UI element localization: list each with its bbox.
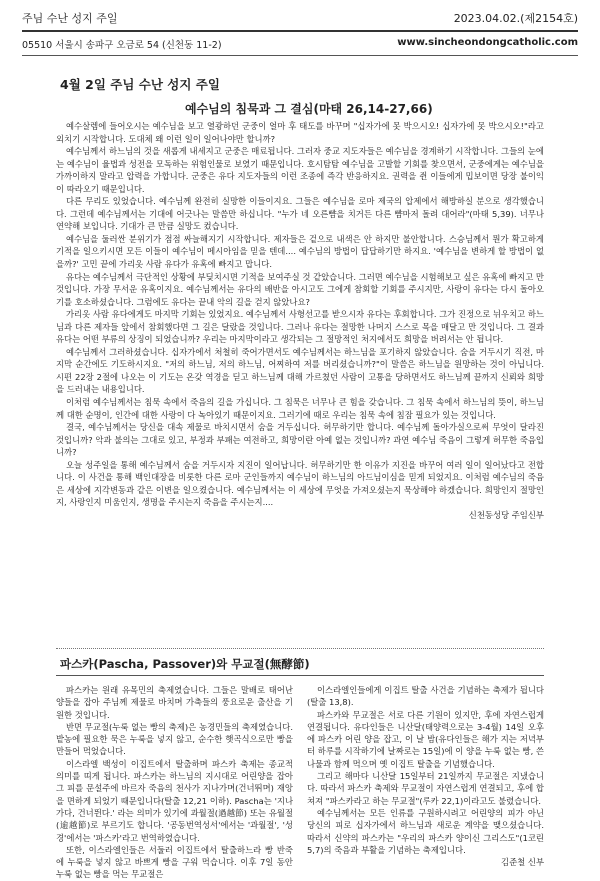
article-paragraph: 또한, 이스라엘인들은 서둘러 이집트에서 탈출하느라 빵 반죽에 누룩을 넣지 않고 바쁘게 빵을 구워 먹습니다. 이후 7일 동안 누룩 없는 빵을 먹는 무교절은 <box>56 844 293 880</box>
header-divider <box>22 30 578 32</box>
homily-paragraph: 유다는 예수님께서 극단적인 상황에 부딪치시면 기적을 보여주실 것 같았습니다. 그러면 예수님을 시험해보고 싶은 유혹에 빠지고 만 것입니다. 가장 무서운 유혹이지요. 예수님께서는 유다의 배반을 아시고도 그에게 참회할 기회를 주시지만, 사랑이 유다는 다시 돌아오기를 호소하셨습니다. 그럼에도 유다는 끝내 악의 길을 걷지 않았나요? <box>56 271 544 307</box>
homily-title: 예수님의 침묵과 그 결심(마태 26,14-27,66) <box>185 102 433 116</box>
homily-paragraph: 예수님을 둘러싼 분위기가 점점 싸늘해지기 시작합니다. 제자들은 겉으로 내색은 안 하지만 불안합니다. 스승님께서 뭔가 확고하게 기적을 일으키시면 모든 이들이 예수님이 메시아임을 믿을 텐데.... 예수님의 방법이 답답하기만 하지요. '예수님을 변하게 할 방법이 없을까?' 고민 끝에 가리옷 사람 유다가 유혹에 빠지고 맙니다. <box>56 233 544 270</box>
homily-paragraph: 오늘 성주일을 통해 예수님께서 숨을 거두시자 지진이 일어납니다. 허무하기만 한 이유가 지진을 바꾸어 여러 일이 일어났다고 전합니다. 이 사건을 통해 백인대장을 비롯한 다른 로마 군인들까지 예수님이 하느님의 아드님이심을 믿게 되었지요. 이처럼 예수님의 죽음은 세상에 지각변동과 같은 이변을 일으켰습니다. 예수님께서는 이 세상에 무엇을 가져오셨는지 묵상해야 하겠습니다. 희망인지 절망인지, 사랑인지 미움인지, 생명을 주시는지 죽음을 주시는지.... <box>56 459 544 508</box>
homily-paragraph: 다른 무리도 있었습니다. 예수님께 완전히 실망한 이들이지요. 그들은 예수님을 로마 제국의 압제에서 해방하실 분으로 생각했습니다. 그런데 예수님께서는 기대에 어긋나는 말씀만 하십니다. "누가 네 오른뺨을 치거든 다른 뺨마저 돌려 대어라"(마태 5,39). 너무나 연약해 보입니다. 기대가 큰 만큼 실망도 컸습니다. <box>56 196 544 232</box>
homily-signature: 신천동성당 주임신부 <box>468 509 544 520</box>
website-link[interactable]: www.sincheondongcatholic.com <box>397 37 578 48</box>
article-paragraph: 이스라엘 백성이 이집트에서 탈출하며 파스카 축제는 종교적 의미를 띠게 됩니다. 파스카는 하느님의 지시대로 어린양을 잡아 그 피를 문설주에 바르자 죽음의 천사가 지나가며(건너뛰며) 재앙을 면하게 되었기 때문입니다(탈출 12,21 이하). Pascha는 '지나가다, 건너뛴다.' 라는 의미가 있기에 과월절(過越節) 또는 유월절(逾越節)로 부르기도 합니다. '공동번역성서'에서는 '과월절', '성경'에서는 '파스카'라고 번역하였습니다. <box>56 758 293 843</box>
address-divider <box>22 55 578 56</box>
church-address: 05510 서울시 송파구 오금로 54 (신천동 11-2) <box>22 40 222 51</box>
article-paragraph: 파스카는 원래 유목민의 축제였습니다. 그들은 말배로 태어난 양들을 잡아 주님께 제물로 바치며 가축들의 풍요로운 출산을 기원한 것입니다. <box>56 685 293 720</box>
article-paragraph: 반면 무교절(누룩 없는 빵의 축제)은 농경민들의 축제였습니다. 밭농에 필요한 묵은 누룩을 넣지 않고, 순수한 햇곡식으로만 빵을 만들어 먹었습니다. <box>56 721 293 757</box>
article-right-column <box>307 684 544 881</box>
address-bar <box>22 37 578 53</box>
bulletin-date-issue: 2023.04.02.(제2154호) <box>453 12 578 25</box>
bulletin-title: 주님 수난 성지 주일 <box>22 12 118 25</box>
homily-paragraph: 가리옷 사람 유다에게도 마지막 기회는 있었지요. 예수님께서 사형선고를 받으시자 유다는 후회합니다. 그가 진정으로 뉘우치고 하느님과 다른 제자들 앞에서 참회했다면 그 길은 달랐을 것입니다. 그러나 유다는 절망한 나머지 스스로 목을 매달고 만 것입니다. 그 결과 유다는 어떤 부류의 상징이 되었습니까? 우리는 마지막이라고 생각되는 그 절망적인 처지에서도 희망을 버려서는 안 됩니다. <box>56 309 544 345</box>
homily-body <box>56 120 544 522</box>
article-paragraph: 이스라엘인들에게 이집트 탈출 사건을 기념하는 축제가 됩니다(탈출 13,8). <box>307 685 544 708</box>
homily-paragraph: 결국, 예수님께서는 당신을 대속 제물로 바치시면서 숨을 거두십니다. 허무하기만 합니다. 예수님께 돌아가실으로써 무엇이 달라진 것입니까? 악과 불의는 그대로 있고, 부정과 부패는 여전하고, 희망이란 아예 없는 것입니까? 과연 예수님 죽음이 그렇게 허무한 죽음입니까? <box>56 422 544 458</box>
article-paragraph: 예수님께서는 모든 인류를 구원하시려고 어린양의 피가 아닌 당신의 피로 십자가에서 하느님과 새로운 계약을 맺으셨습니다. 따라서 신약의 파스카는 "우리의 파스카 양이신 그리스도"(1코린 5,7)의 죽음과 부활을 기념하는 축제입니다. <box>307 807 544 855</box>
section-divider <box>56 648 544 649</box>
homily-paragraph: 이처럼 예수님께서는 침묵 속에서 죽음의 길을 가십니다. 그 침묵은 너무나 큰 힘을 갖습니다. 그 침묵 속에서 하느님의 뜻이, 하느님께 대한 순명이, 인간에 대한 사랑이 다 녹아있기 때문이지요. 그러기에 때로 우리는 침묵 속에 침잠 필요가 있는 것입니다. <box>56 397 544 420</box>
bulletin-header <box>22 10 578 28</box>
pascha-article <box>56 684 544 881</box>
section2-title-underline <box>56 675 544 676</box>
article-left-column <box>56 684 293 881</box>
homily-paragraph: 예수님께서 하느님의 것을 새롭게 내세지고 군중은 매료됩니다. 그러자 중교 지도자들은 예수님을 경계하기 시작합니다. 그들의 눈에는 예수님이 율법과 성전을 모독하는 위험인물로 보였기 때문입니다. 호시탐탐 예수님을 고발할 기회를 찾으면서, 군중에게는 예수님을 가까이하지 말라고 압력을 가합니다. 군중은 유다 지도자들의 이런 조종에 즉각 반응하지요. 권력을 쥔 이들에게 밉보이면 당장 불이익이 따라오기 때문입니다. <box>56 146 544 194</box>
homily-paragraph: 예수살렘에 들어오시는 예수님을 보고 열광하던 군중이 얼마 후 태도를 바꾸며 "십자가에 못 박으시오! 십자가에 못 박으시오!"라고 외치기 시작합니다. 도대체 왜 이런 일이 일어나야만 할니까? <box>56 121 544 144</box>
homily-paragraph: 예수님께서 그러하셨습니다. 십자가에서 처철히 죽어가면서도 예수님께서는 하느님을 포기하지 않았습니다. 숨을 거두시기 직전, 마지막 순간에도 기도하시지요. "저의 하느님, 저의 하느님, 어찌하여 저를 버리셨습니까?"이 말씀은 하느님을 원망하는 것이 아닙니다. 시편 22장 2절에 나오는 이 기도는 온갖 역경을 딛고 하느님께 대해 가르쳤던 사람이 고통을 당하면서도 하느님께 끝까지 신뢰와 희망을 드러내는 내용입니다. <box>56 346 544 395</box>
section2-title: 파스카(Pascha, Passover)와 무교절(無酵節) <box>60 657 310 671</box>
section1-title: 4월 2일 주님 수난 성지 주일 <box>60 77 220 92</box>
article-paragraph: 파스카와 무교절은 서로 다른 기원이 있지만, 후에 자연스럽게 연결됩니다. 유다인들은 니산달(태양력으로는 3-4월) 14일 오후에 파스카 어린 양을 잡고, 이 날 밤(유다인들은 해가 지는 저녁부터 하루를 시작하기에 날짜로는 15일)에 이 양을 누룩 없는 빵, 쓴 나물과 함께 먹으며 옛 이집트 탈출을 기념했습니다. <box>307 709 544 769</box>
article-paragraph: 그리고 해마다 니산달 15일부터 21일까지 무교절은 지냈습니다. 따라서 파스카 축제와 무교절이 자연스럽게 연결되고, 후에 합쳐져 "파스카라고 하는 무교절"(루카 22,1)이라고도 불렸습니다. <box>307 771 544 806</box>
article-signature: 김준철 신부 <box>501 857 544 868</box>
